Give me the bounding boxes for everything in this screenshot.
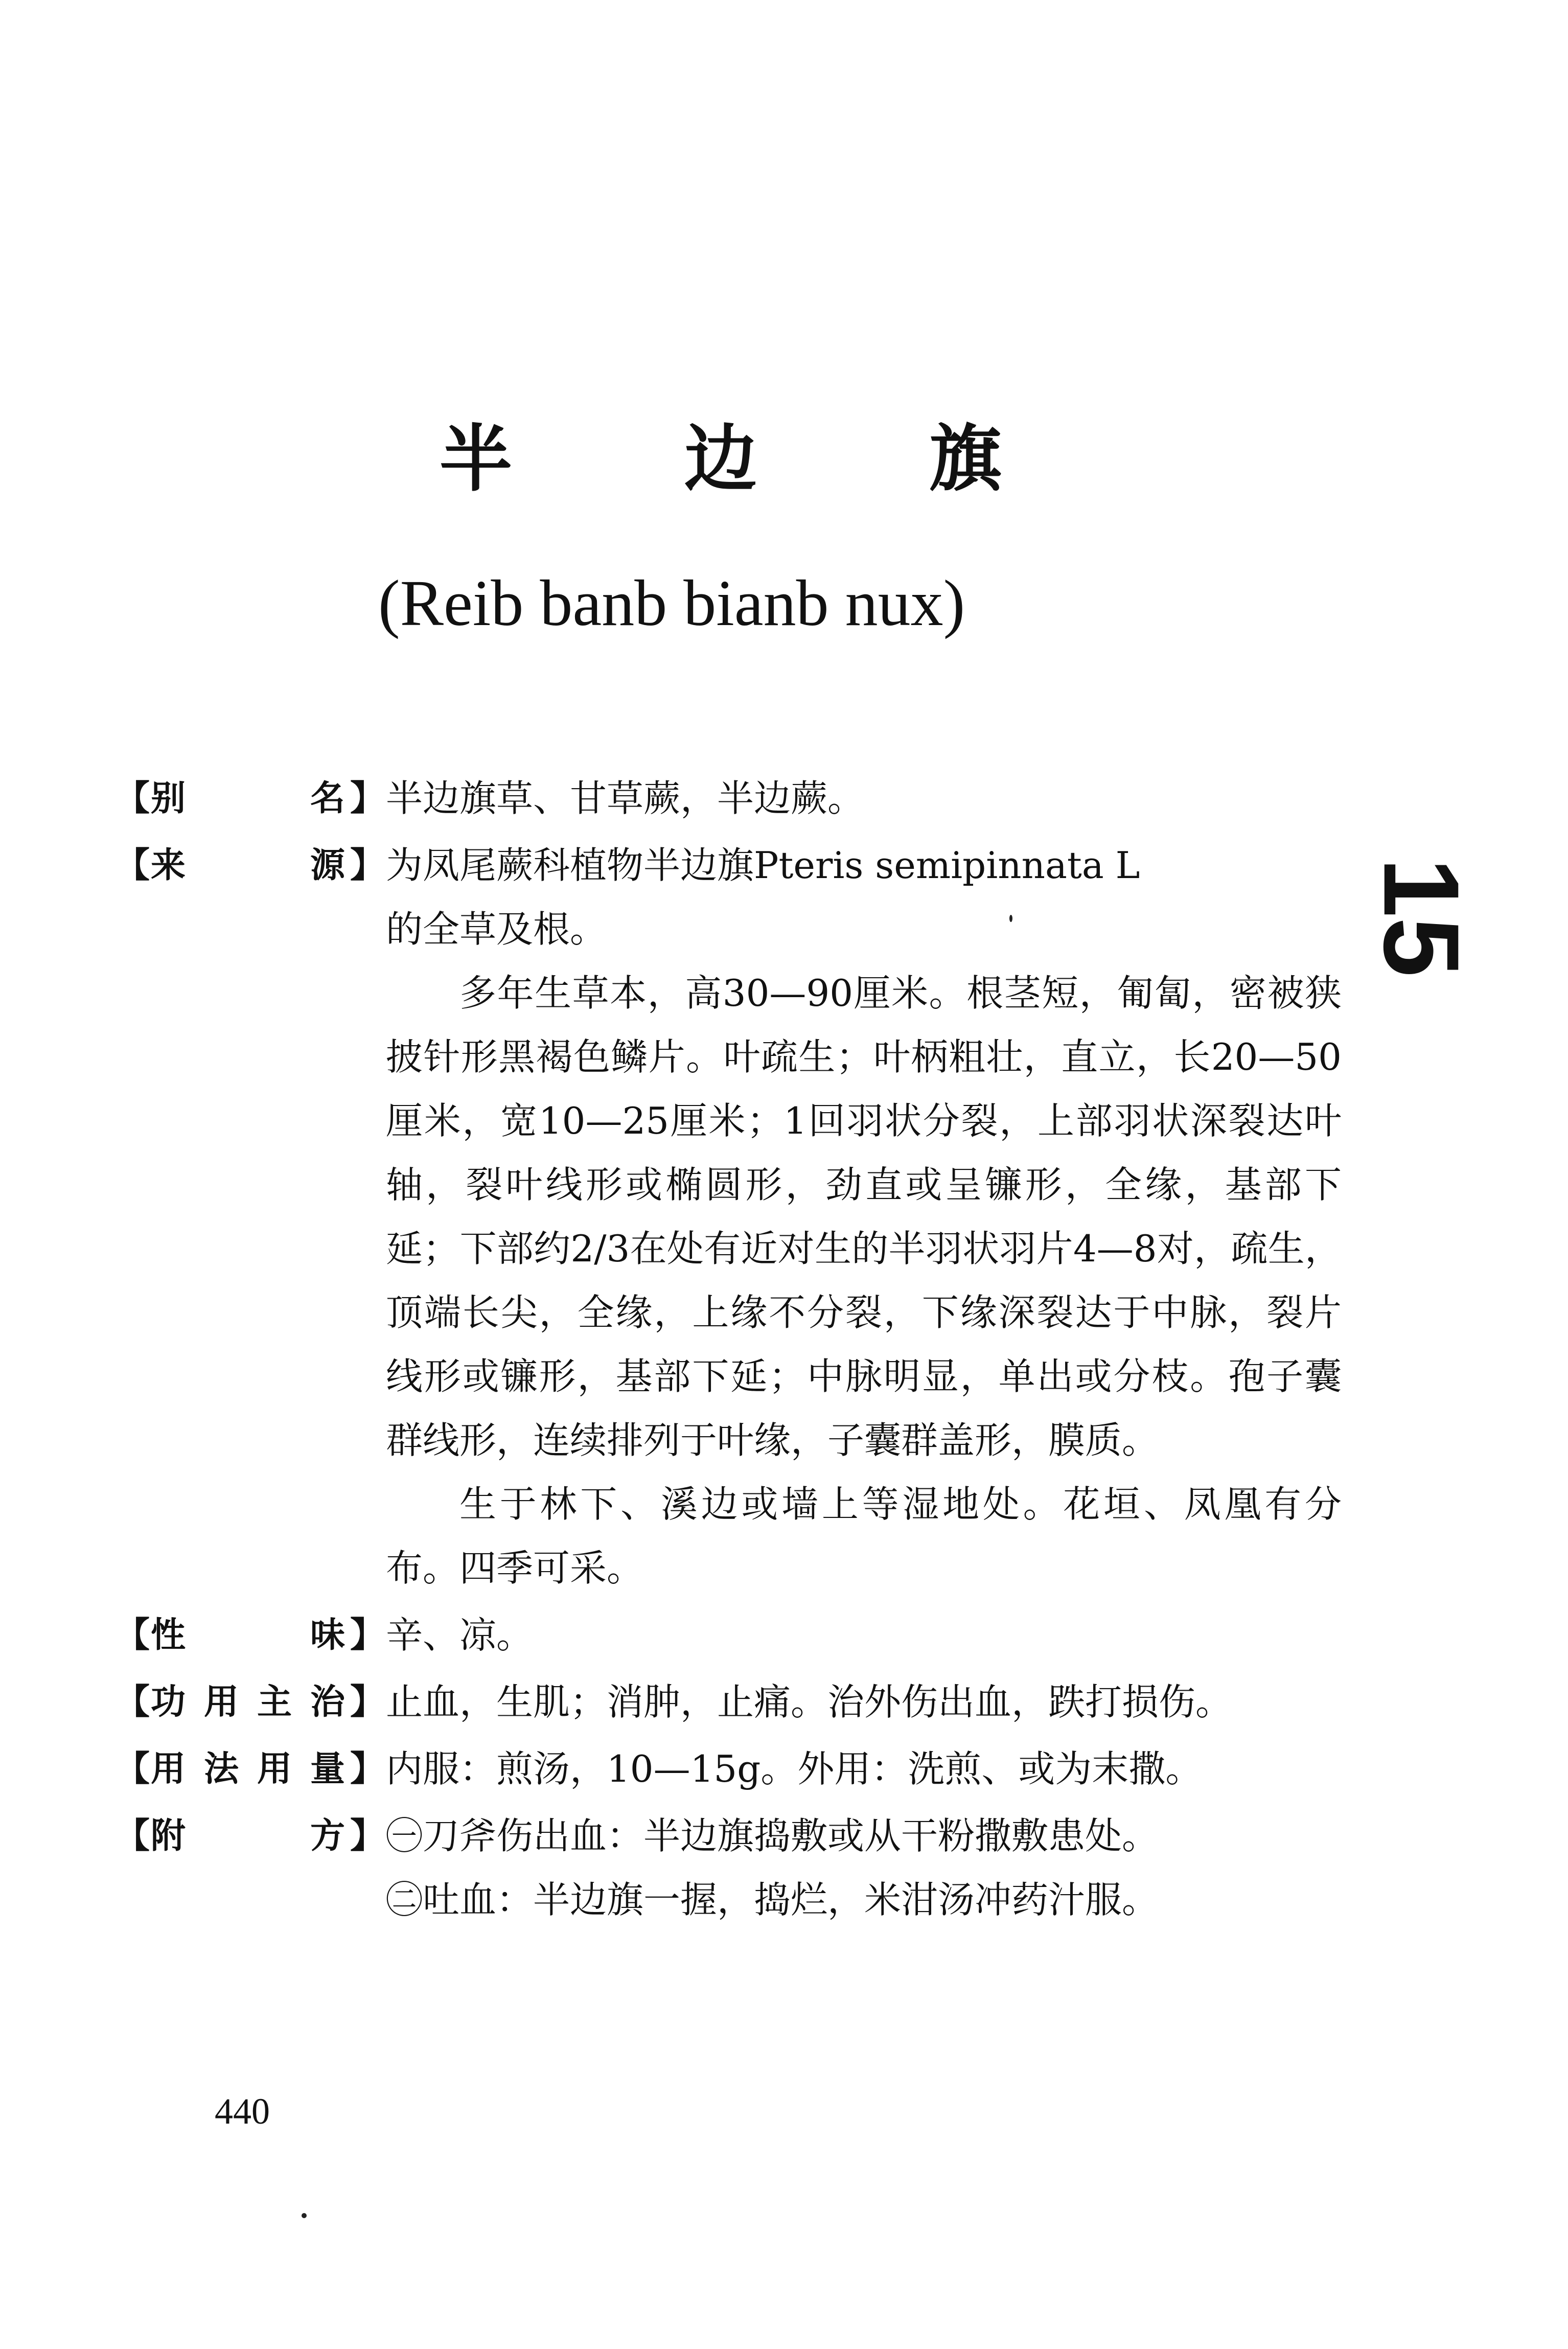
entry-label <box>115 1603 385 1667</box>
bracket-left: 【 <box>115 778 150 819</box>
entry-content <box>386 834 1342 1600</box>
title-char: 旗 <box>929 417 1002 501</box>
entry-text: 止血，生肌；消肿，止痛。治外伤出血，跌打损伤。 <box>386 1680 1233 1723</box>
entry-text: 半边旗草、甘草蕨，半边蕨。 <box>386 777 865 820</box>
side-tab-number: 15 <box>1362 858 1482 977</box>
entry-content <box>386 1670 1342 1734</box>
label-char: 来 <box>151 845 186 886</box>
bracket-right: 】 <box>350 1748 385 1789</box>
bracket-left: 【 <box>115 1748 150 1789</box>
label-char: 附 <box>151 1815 186 1856</box>
entry-nature <box>115 1603 1342 1667</box>
bracket-right: 】 <box>350 845 385 886</box>
page-title <box>440 419 1002 499</box>
bracket-left: 【 <box>115 1615 150 1655</box>
bracket-right: 】 <box>350 1815 385 1856</box>
bracket-left: 【 <box>115 845 150 886</box>
entry-aliases <box>115 767 1342 831</box>
label-char: 方 <box>310 1815 345 1856</box>
entry-list <box>115 767 1342 1932</box>
entry-label <box>115 1737 385 1801</box>
label-char: 性 <box>151 1615 186 1655</box>
entry-label <box>115 1670 385 1734</box>
entry-content <box>386 1603 1342 1667</box>
label-char: 量 <box>310 1748 345 1789</box>
label-char: 源 <box>310 845 345 886</box>
entry-text-line2: 的全草及根。 <box>386 908 607 951</box>
entry-content <box>386 1804 1342 1932</box>
entry-text: 内服：煎汤，10—15g。外用：洗煎、或为末撒。 <box>386 1747 1203 1790</box>
bracket-right: 】 <box>350 1615 385 1655</box>
entry-label <box>115 767 385 831</box>
title-char: 边 <box>684 417 757 501</box>
bracket-right: 】 <box>350 1682 385 1722</box>
label-char: 用 <box>257 1748 292 1789</box>
label-char: 用 <box>203 1682 239 1722</box>
page-subtitle: (Reib banb bianb nux) <box>378 567 965 639</box>
entry-description: 多年生草本，高30—90厘米。根茎短，匍匐，密被狭披针形黑褐色鳞片。叶疏生；叶柄粗壮，直立，长20—50厘米，宽10—25厘米；1回羽状分裂，上部羽状深裂达叶轴，裂叶线形或椭圆形，劲直或呈镰形，全缘，基部下延；下部约2/3在处有近对生的半羽状羽片4—8对，疏生，顶端长尖，全缘，上缘不分裂，下缘深裂达于中脉，裂片线形或镰形，基部下延；中脉明显，单出或分枝。孢子囊群线形，连续排列于叶缘，子囊群盖形，膜质。 <box>386 972 1342 1462</box>
entry-text: 辛、凉。 <box>386 1614 534 1656</box>
entry-label <box>115 834 385 897</box>
bracket-right: 】 <box>350 778 385 819</box>
label-char: 治 <box>310 1682 345 1722</box>
label-char: 名 <box>310 778 345 819</box>
label-char: 法 <box>203 1748 239 1789</box>
ink-speck <box>302 2213 307 2218</box>
label-char: 主 <box>257 1682 292 1722</box>
entry-habitat: 生于林下、溪边或墙上等湿地处。花垣、凤凰有分布。四季可采。 <box>386 1483 1342 1590</box>
label-char: 别 <box>151 778 186 819</box>
label-char: 味 <box>310 1615 345 1655</box>
entry-content <box>386 1737 1342 1801</box>
prescription-item: ㊁吐血：半边旗一握，捣烂，米泔汤冲药汁服。 <box>386 1878 1159 1921</box>
label-char: 用 <box>151 1748 186 1789</box>
title-char: 半 <box>440 417 512 501</box>
entry-prescription <box>115 1804 1342 1932</box>
entry-function <box>115 1670 1342 1734</box>
prescription-item: ㊀刀斧伤出血：半边旗捣敷或从干粉撒敷患处。 <box>386 1814 1159 1857</box>
ink-speck <box>1009 915 1012 922</box>
bracket-left: 【 <box>115 1815 150 1856</box>
entry-source <box>115 834 1342 1600</box>
page-number: 440 <box>215 2091 270 2132</box>
entry-label <box>115 1804 385 1868</box>
bracket-left: 【 <box>115 1682 150 1722</box>
label-char: 功 <box>151 1682 186 1722</box>
entry-usage <box>115 1737 1342 1801</box>
entry-content <box>386 767 1342 831</box>
entry-text-line1: 为凤尾蕨科植物半边旗Pteris semipinnata L <box>386 844 1140 887</box>
